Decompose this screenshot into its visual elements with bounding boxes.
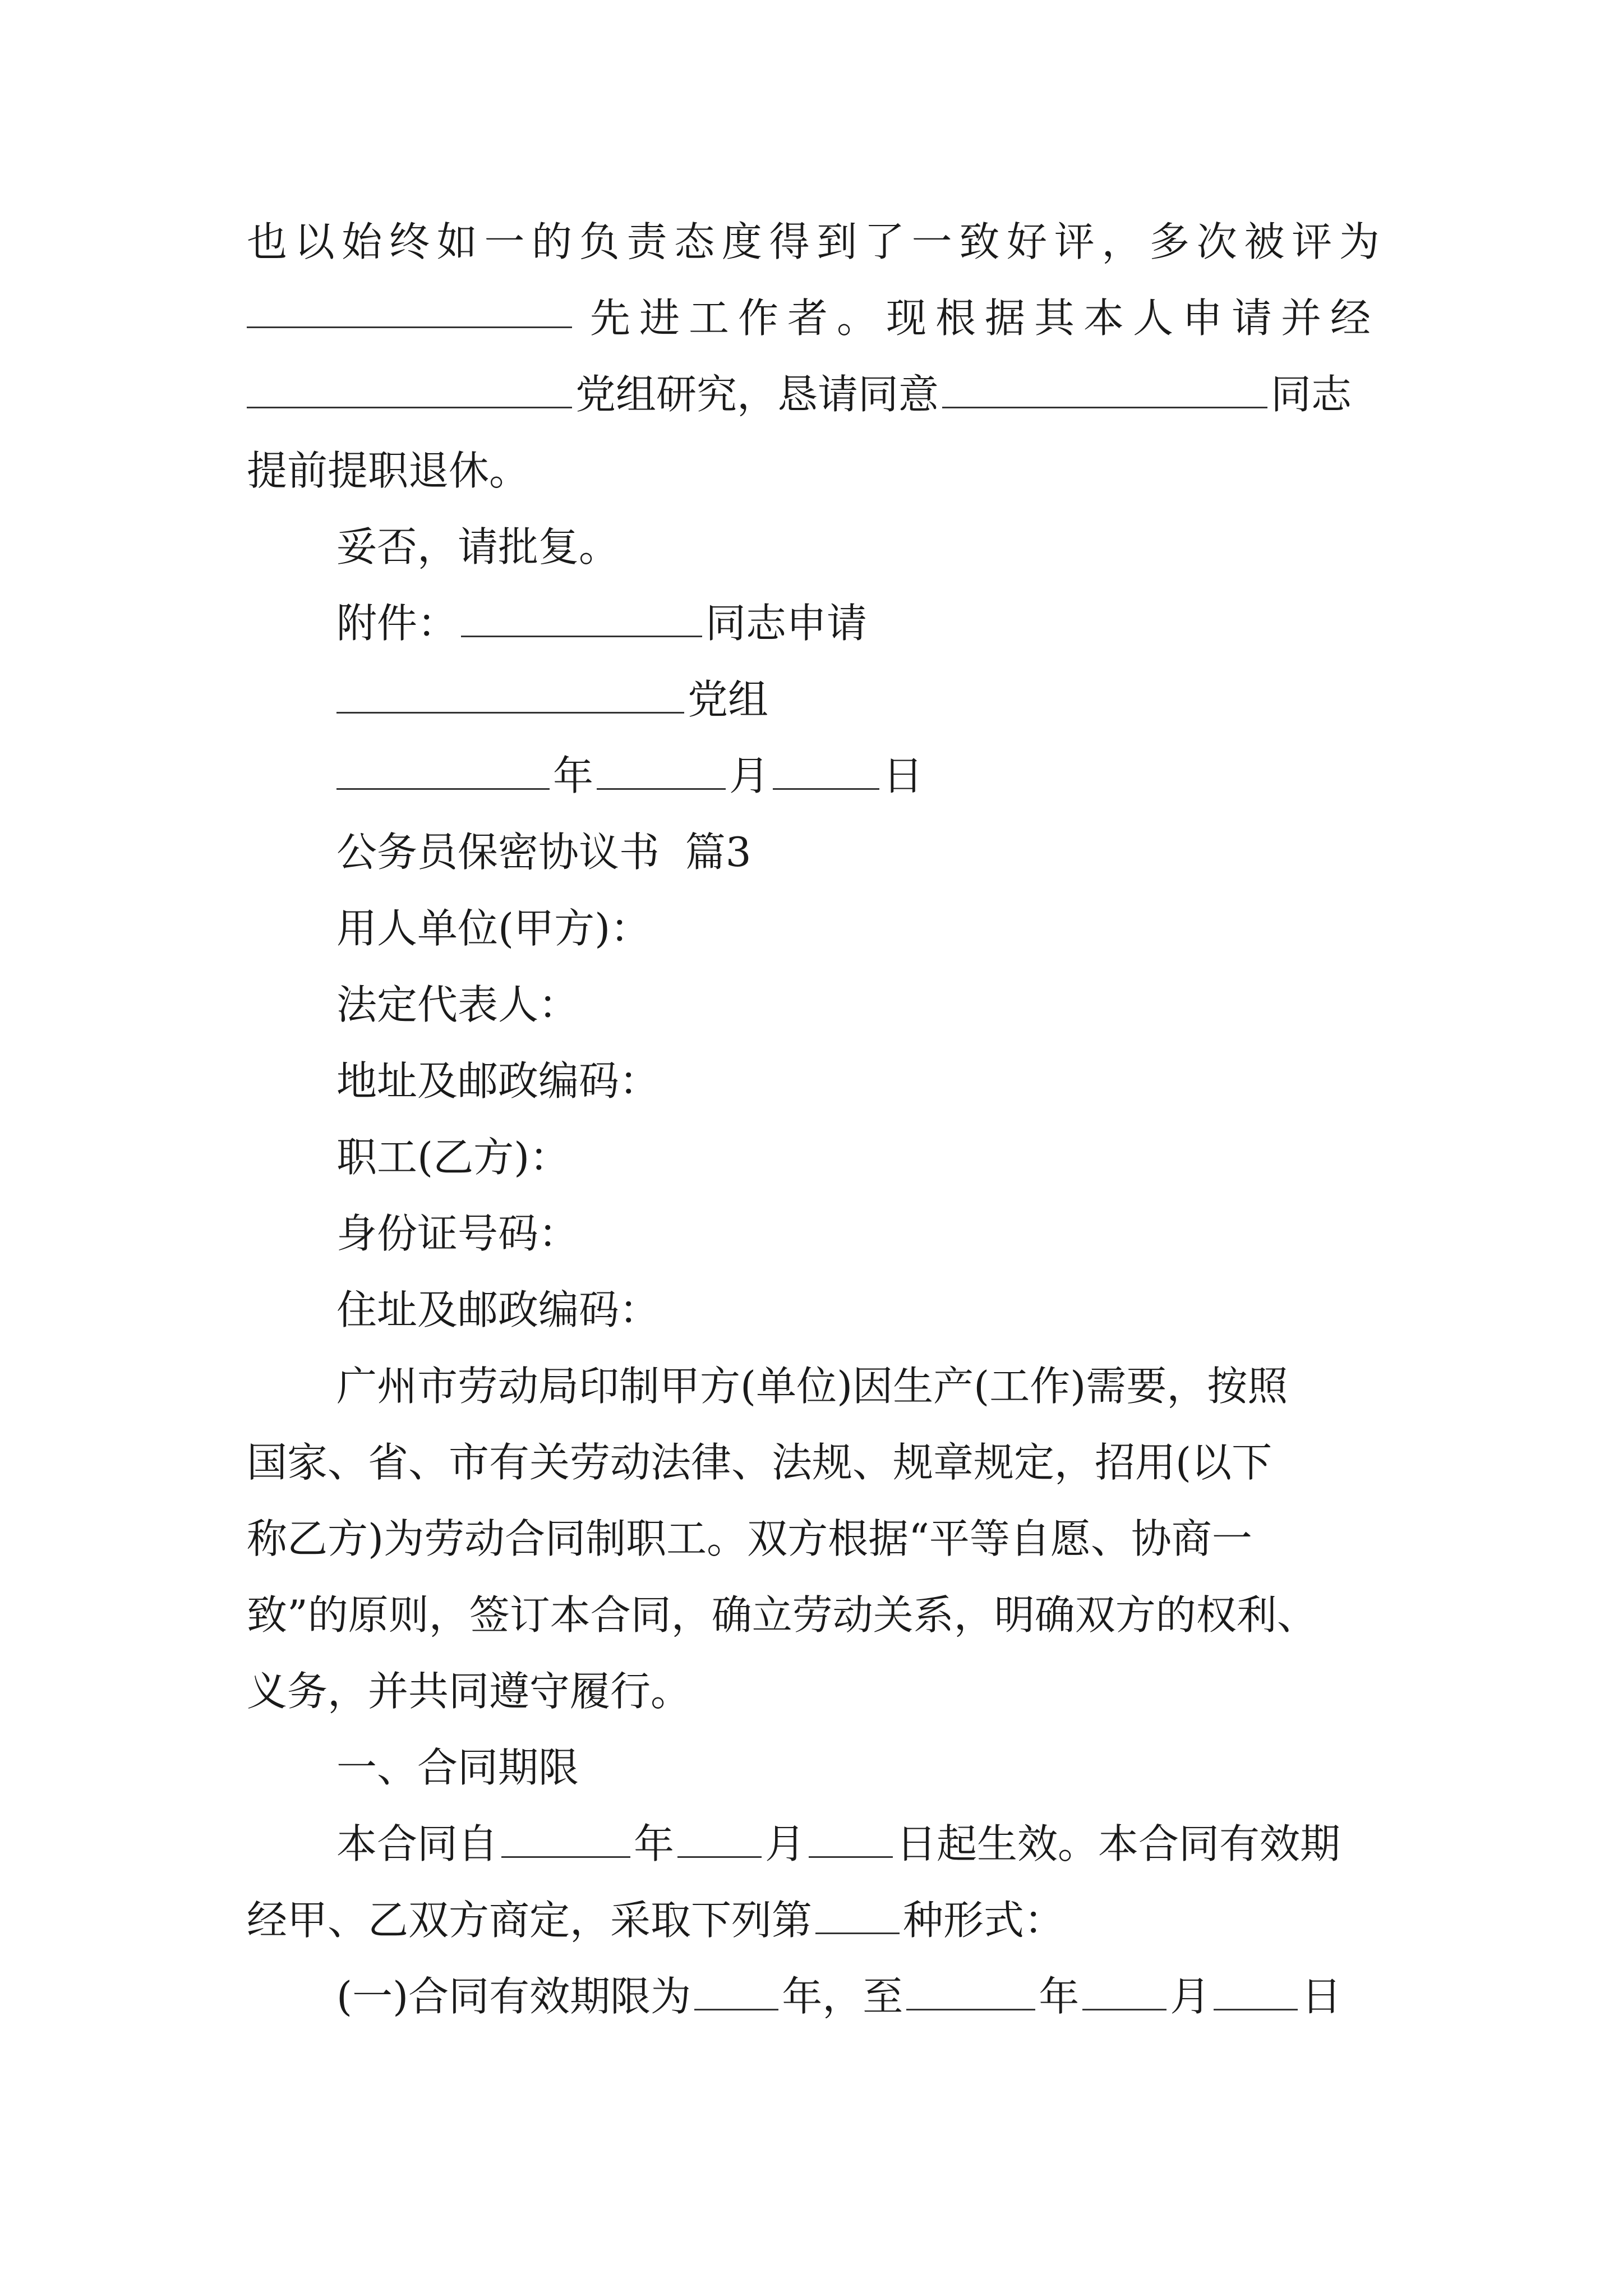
paragraph-line-4: 提前提职退休。 bbox=[247, 447, 530, 494]
field-employee: 职工(乙方)： bbox=[336, 1134, 570, 1181]
text-span: 年，至 bbox=[782, 1973, 903, 2020]
text-span: (一)合同有效期限为 bbox=[336, 1973, 691, 2020]
text-char: 责 bbox=[626, 218, 667, 265]
paragraph-line-20: 义务，并共同遵守履行。 bbox=[247, 1668, 691, 1715]
form-choice-line bbox=[247, 1895, 1380, 1945]
fill-blank bbox=[809, 1823, 893, 1858]
text-span: 本合同自 bbox=[336, 1820, 499, 1867]
text-span: 月 bbox=[765, 1820, 806, 1867]
text-span: 日起生效。本合同有效期 bbox=[896, 1820, 1341, 1867]
text-char: 评 bbox=[1292, 218, 1332, 265]
text-span: 月 bbox=[1170, 1973, 1211, 2020]
field-address: 地址及邮政编码： bbox=[336, 1057, 660, 1105]
text-char: 负 bbox=[579, 218, 620, 265]
text-char: 次 bbox=[1196, 218, 1237, 265]
text-span: 党组研究，恳请同意 bbox=[575, 371, 939, 418]
text-span: 年 bbox=[553, 752, 594, 799]
paragraph-line-18: 称乙方)为劳动合同制职工。双方根据“平等自愿、协商一 bbox=[247, 1515, 1252, 1562]
attachment-line bbox=[336, 598, 1380, 648]
fill-blank bbox=[336, 754, 550, 790]
text-char: 致 bbox=[959, 218, 1000, 265]
term-line bbox=[336, 1819, 1380, 1869]
text-char: 如 bbox=[436, 218, 477, 265]
text-char: 一 bbox=[484, 218, 525, 265]
field-legal-rep: 法定代表人： bbox=[336, 981, 579, 1028]
fill-blank bbox=[1082, 1975, 1166, 2010]
section-title: 公务员保密协议书 篇3 bbox=[336, 829, 751, 876]
text-char: 到 bbox=[817, 218, 857, 265]
field-id-number: 身份证号码： bbox=[336, 1210, 579, 1257]
text-span: 月 bbox=[729, 752, 770, 799]
text-char: ， bbox=[1101, 218, 1142, 265]
text-char: 了 bbox=[864, 218, 905, 265]
text-char: 以 bbox=[294, 218, 335, 265]
text-span: 同志申请 bbox=[706, 600, 868, 647]
text-char: 评 bbox=[1054, 218, 1095, 265]
paragraph-line-19: 致”的原则，签订本合同，确立劳动关系，明确双方的权利、 bbox=[247, 1591, 1317, 1639]
paragraph-line-16: 广州市劳动局印制甲方(单位)因生产(工作)需要，按照 bbox=[336, 1363, 1288, 1410]
party-group-line bbox=[336, 674, 1380, 725]
fill-blank bbox=[461, 602, 702, 637]
fill-blank bbox=[677, 1823, 762, 1858]
text-span: 党组 bbox=[688, 676, 769, 723]
text-span: 日 bbox=[883, 752, 924, 799]
date-line bbox=[336, 751, 1380, 801]
text-span: 经甲、乙双方商定，采取下列第 bbox=[247, 1897, 813, 1944]
paragraph-line-5: 妥否，请批复。 bbox=[336, 523, 620, 570]
text-char: 始 bbox=[342, 218, 382, 265]
text-char: 被 bbox=[1244, 218, 1285, 265]
fill-blank bbox=[942, 373, 1267, 408]
text-span: 附件： bbox=[336, 600, 458, 647]
paragraph-line-3 bbox=[247, 369, 1380, 420]
fill-blank bbox=[694, 1975, 778, 2010]
text-span: 日 bbox=[1301, 1973, 1342, 2020]
text-char: 态 bbox=[674, 218, 715, 265]
paragraph-line-17: 国家、省、市有关劳动法律、法规、规章规定，招用(以下 bbox=[247, 1439, 1272, 1486]
text-char: 度 bbox=[721, 218, 762, 265]
fill-blank bbox=[247, 373, 572, 408]
text-span: 年 bbox=[1039, 1973, 1080, 2020]
fill-blank bbox=[773, 754, 879, 790]
field-residence: 住址及邮政编码： bbox=[336, 1286, 660, 1333]
paragraph-line-2 bbox=[247, 293, 1380, 343]
fill-blank bbox=[815, 1899, 900, 1934]
text-span: 种形式： bbox=[903, 1897, 1065, 1944]
fill-blank bbox=[247, 293, 572, 328]
fill-blank bbox=[336, 678, 684, 714]
text-char: 也 bbox=[247, 218, 288, 265]
field-employer: 用人单位(甲方)： bbox=[336, 905, 651, 952]
fill-blank bbox=[501, 1823, 630, 1858]
fill-blank bbox=[1214, 1975, 1298, 2010]
text-span: 同志 bbox=[1271, 371, 1352, 418]
fill-blank bbox=[906, 1975, 1035, 2010]
text-span: 先进工作者。现根据其本人申请并经 bbox=[589, 295, 1380, 342]
text-char: 终 bbox=[389, 218, 430, 265]
text-char: 一 bbox=[911, 218, 952, 265]
text-char: 多 bbox=[1149, 218, 1190, 265]
text-char: 好 bbox=[1007, 218, 1048, 265]
text-span: 年 bbox=[634, 1820, 675, 1867]
section-heading: 一、合同期限 bbox=[336, 1744, 579, 1791]
paragraph-line-1 bbox=[247, 217, 1380, 267]
term-option-1 bbox=[336, 1971, 1380, 2022]
text-char: 为 bbox=[1339, 218, 1380, 265]
fill-blank bbox=[597, 754, 726, 790]
text-char: 得 bbox=[769, 218, 810, 265]
text-char: 的 bbox=[532, 218, 573, 265]
